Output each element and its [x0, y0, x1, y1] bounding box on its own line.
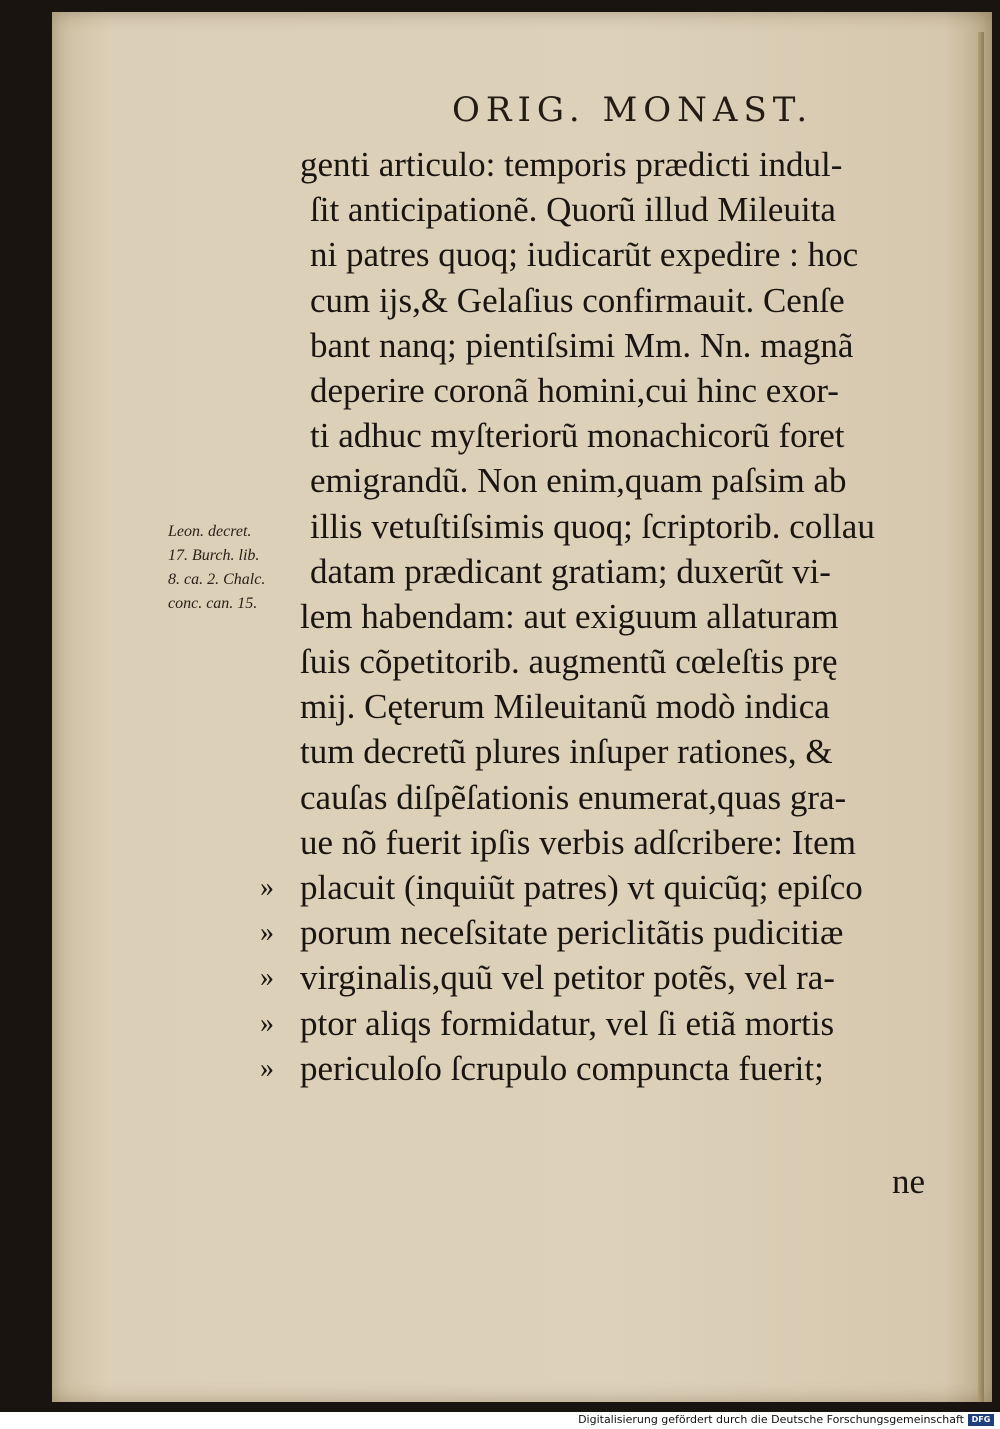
text-line-content: illis vetuſtiſsimis quoq; ſcriptorib. collau	[310, 506, 875, 546]
text-line-content: porum neceſsitate periclitãtis pudicitiæ	[300, 913, 844, 953]
marginal-note-line: Leon. decret.	[168, 523, 252, 540]
text-line	[300, 142, 960, 187]
text-line	[300, 187, 960, 232]
text-line-content: lem habendam: aut exiguum allaturam	[300, 596, 839, 636]
quote-marker: »	[260, 1052, 274, 1084]
text-line	[260, 955, 960, 1000]
text-line-content: ti adhuc myſteriorũ monachicorũ foret	[310, 416, 845, 456]
quote-marker: »	[260, 962, 274, 994]
text-line	[260, 865, 960, 910]
text-line-content: virginalis,quũ vel petitor potẽs, vel ra-	[300, 958, 835, 998]
footer-bar	[0, 1412, 1000, 1429]
text-line	[300, 820, 960, 865]
text-line-content: emigrandũ. Non enim,quam paſsim ab	[310, 461, 847, 501]
marginal-note-line: 8. ca. 2. Chalc.	[168, 571, 266, 588]
text-line-content: bant nanq; pientiſsimi Mm. Nn. magnã	[310, 325, 854, 365]
text-line-content: cauſas diſpẽſationis enumerat,quas gra-	[300, 777, 847, 817]
text-line	[300, 775, 960, 820]
main-text-block	[260, 142, 960, 1091]
quote-marker: »	[260, 872, 274, 903]
text-line-content: tum decretũ plures inſuper rationes, &	[300, 732, 833, 772]
dfg-logo: DFG	[968, 1414, 994, 1426]
footer-credit: Digitalisierung gefördert durch die Deutsche Forschungsgemeinschaft	[578, 1413, 964, 1426]
text-line-content: ptor aliqs formidatur, vel ſi etiã mortis	[300, 1003, 835, 1043]
text-line	[300, 323, 960, 368]
text-line	[260, 910, 960, 955]
text-line-content: periculoſo ſcrupulo compuncta fuerit;	[300, 1048, 824, 1088]
marginal-note-line: 17. Burch. lib.	[168, 547, 260, 564]
text-line-content: datam prædicant gratiam; duxerũt vi-	[310, 551, 831, 591]
text-line-content: deperire coronã homini,cui hinc exor-	[310, 370, 839, 410]
text-line-content: ſuis cõpetitorib. augmentũ cœleſtis prę	[300, 642, 838, 682]
running-head: ORIG. MONAST.	[452, 90, 814, 130]
quote-marker: »	[260, 1007, 274, 1039]
text-line	[300, 232, 960, 277]
text-line	[300, 278, 960, 323]
text-line	[300, 458, 960, 503]
page-edge	[978, 32, 984, 1402]
text-line	[300, 413, 960, 458]
text-line	[300, 549, 960, 594]
text-line-content: ſit anticipationẽ. Quorũ illud Mileuita	[310, 190, 836, 230]
text-line-content: cum ijs,& Gelaſius confirmauit. Cenſe	[310, 280, 845, 320]
text-line	[300, 504, 960, 549]
text-line-content: ni patres quoq; iudicarũt expedire : hoc	[310, 235, 859, 275]
text-line	[300, 368, 960, 413]
catchword: ne	[892, 1162, 926, 1201]
marginal-note-line: conc. can. 15.	[168, 595, 258, 612]
quote-marker: »	[260, 917, 274, 949]
text-line	[300, 684, 960, 729]
text-line	[300, 594, 960, 639]
text-line-content: ue nõ fuerit ipſis verbis adſcribere: Item	[300, 822, 856, 862]
text-line-content: genti articulo: temporis prædicti indul-	[300, 145, 843, 184]
text-line	[300, 639, 960, 684]
marginal-note	[168, 520, 308, 616]
text-line	[300, 729, 960, 774]
text-line	[260, 1001, 960, 1046]
text-line-content: mij. Cęterum Mileuitanũ modò indica	[300, 687, 830, 727]
text-line	[260, 1046, 960, 1091]
text-line-content: placuit (inquiũt patres) vt quicũq; epiſco	[300, 868, 863, 907]
